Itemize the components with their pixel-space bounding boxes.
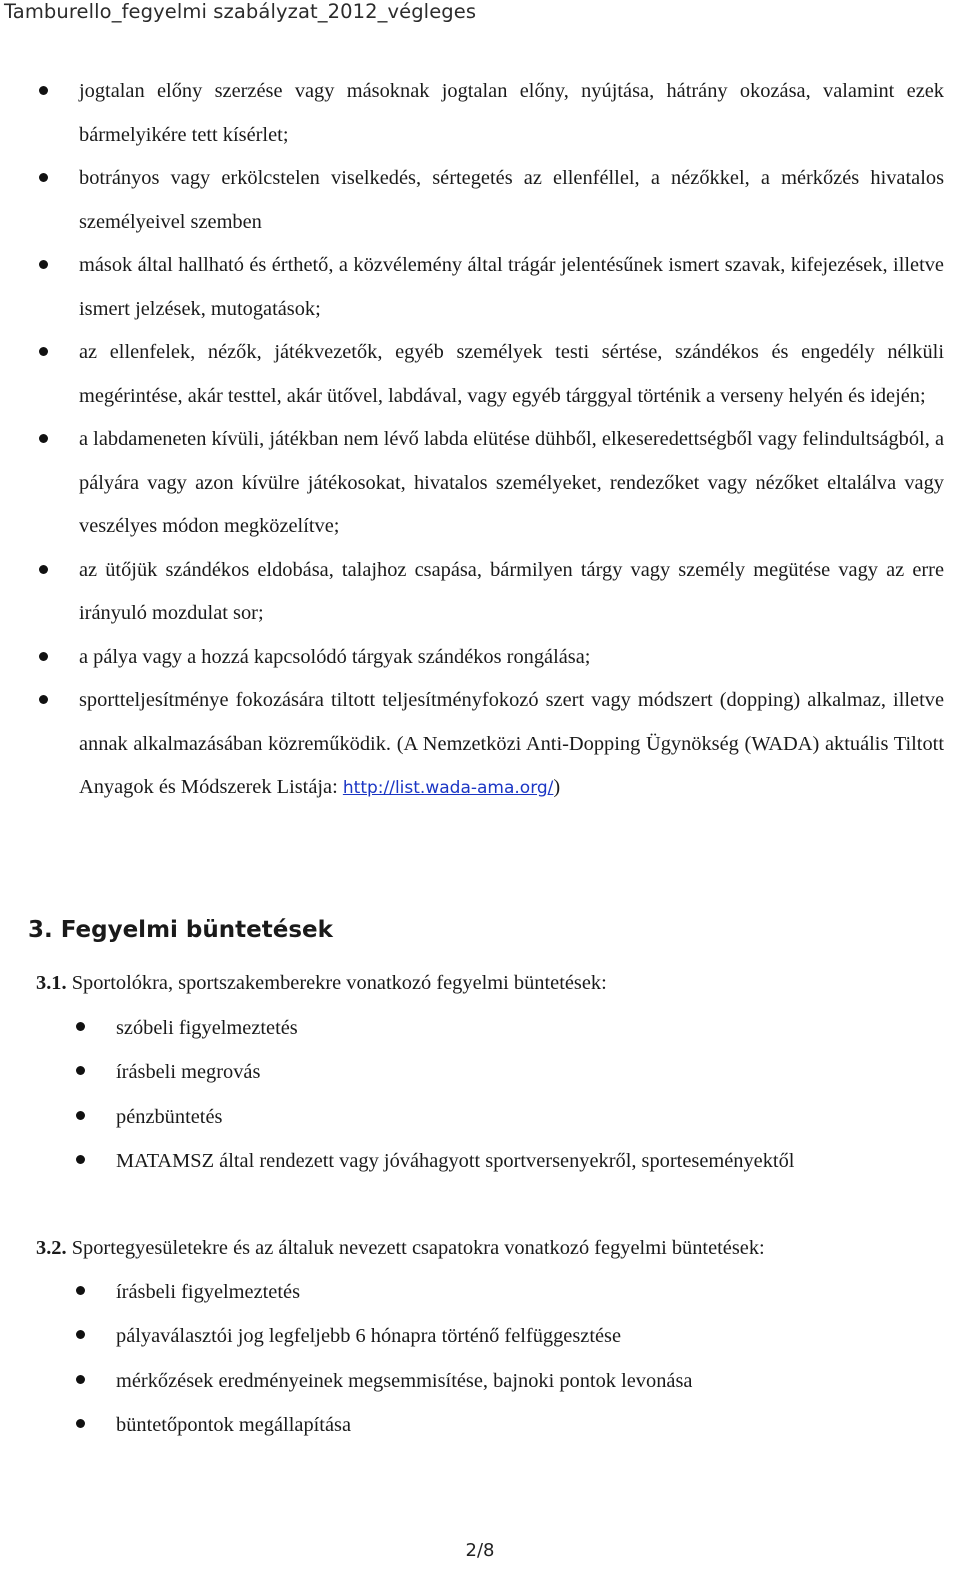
- list-item-text: írásbeli megrovás: [116, 1061, 261, 1084]
- list-item: [0, 244, 960, 331]
- bullet-icon: [39, 434, 48, 443]
- subsection-text: Sportegyesületekre és az általuk nevezett csapatokra vonatkozó fegyelmi büntetések:: [66, 1237, 765, 1259]
- subsection-text: Sportolókra, sportszakemberekre vonatkozó fegyelmi büntetések:: [66, 972, 607, 994]
- page-number: 2/8: [465, 1540, 495, 1561]
- list-item-text: az ütőjük szándékos eldobása, talajhoz csapása, bármilyen tárgy vagy személy megütése vagy az erre irányuló mozdulat sor;: [79, 558, 944, 624]
- list-item-text: a pálya vagy a hozzá kapcsolódó tárgyak szándékos rongálása;: [79, 645, 591, 668]
- list-item-text: szóbeli figyelmeztetés: [116, 1017, 298, 1039]
- list-item-text: mérkőzések eredményeinek megsemmisítése, bajnoki pontok levonása: [116, 1369, 693, 1392]
- bullet-icon: [76, 1286, 85, 1295]
- bullet-icon: [39, 347, 48, 356]
- list-item-text: sportteljesítménye fokozására tiltott teljesítményfokozó szert vagy módszert (dopping) alkalmaz, illetve annak alkalmazásában közreműködik. (A Nemzetközi Anti-Dopping Ügynökség (WADA) aktuális Tiltott Anyagok és Módszerek Listája:: [79, 689, 944, 798]
- list-item-doping: [0, 679, 960, 811]
- section-title: 3. Fegyelmi büntetések: [28, 917, 333, 943]
- list-item: [0, 1006, 960, 1050]
- bullet-icon: [39, 652, 48, 661]
- list-item-text: botrányos vagy erkölcstelen viselkedés, sértegetés az ellenféllel, a nézőkkel, a mérkőzés hivatalos személyeivel szemben: [79, 167, 944, 233]
- subsection-3-1: [36, 968, 607, 998]
- club-penalties-list: [0, 1270, 960, 1447]
- list-item: [0, 549, 960, 636]
- subsection-number: 3.1.: [36, 972, 67, 994]
- list-item: [0, 636, 960, 680]
- list-item-text: pályaválasztói jog legfeljebb 6 hónapra történő felfüggesztése: [116, 1325, 622, 1348]
- bullet-icon: [76, 1330, 85, 1339]
- list-item-text: az ellenfelek, nézők, játékvezetők, egyéb személyek testi sértése, szándékos és engedély nélküli megérintése, akár testtel, akár ütővel, labdával, vagy egyéb tárggyal történik a verseny helyén és idején;: [79, 341, 944, 407]
- bullet-icon: [39, 173, 48, 182]
- bullet-icon: [76, 1111, 85, 1120]
- list-item-text: büntetőpontok megállapítása: [116, 1413, 352, 1436]
- subsection-3-2: [36, 1233, 765, 1263]
- bullet-icon: [39, 695, 48, 704]
- list-item-text: MATAMSZ által rendezett vagy jóváhagyott sportversenyekről, sporteseményektől: [116, 1149, 795, 1172]
- list-item-text: a labdameneten kívüli, játékban nem lévő labda elütése dühből, elkeseredettségből vagy felindultságból, a pályára vagy azon kívülre játékosokat, hivatalos személyeket, rendezőket vagy nézőket eltalálva vagy veszélyes módon megközelítve;: [79, 428, 944, 537]
- list-item-suffix: ): [553, 776, 561, 798]
- list-item: [0, 1139, 960, 1183]
- list-item-text: jogtalan előny szerzése vagy másoknak jogtalan előny, nyújtása, hátrány okozása, valamint ezek bármelyikére tett kísérlet;: [79, 80, 944, 146]
- list-item: [0, 331, 960, 418]
- subsection-number: 3.2.: [36, 1237, 67, 1259]
- bullet-icon: [39, 260, 48, 269]
- list-item: [0, 157, 960, 244]
- bullet-icon: [76, 1155, 85, 1164]
- athlete-penalties-list: [0, 1006, 960, 1183]
- list-item: [0, 70, 960, 157]
- list-item-text: írásbeli figyelmeztetés: [116, 1281, 301, 1303]
- list-item: [0, 1403, 960, 1447]
- bullet-icon: [76, 1022, 85, 1031]
- list-item-text: mások által hallható és érthető, a közvélemény által trágár jelentésűnek ismert szavak, kifejezések, illetve ismert jelzések, mutogatások;: [79, 254, 944, 320]
- list-item: [0, 1314, 960, 1358]
- list-item: [0, 418, 960, 549]
- bullet-icon: [39, 565, 48, 574]
- list-item-text: pénzbüntetés: [116, 1105, 223, 1128]
- wada-list-link[interactable]: http://list.wada-ama.org/: [342, 778, 554, 798]
- list-item: [0, 1095, 960, 1139]
- list-item: [0, 1270, 960, 1314]
- document-header: Tamburello_fegyelmi szabályzat_2012_végleges: [4, 0, 477, 23]
- bullet-icon: [76, 1419, 85, 1428]
- bullet-icon: [76, 1066, 85, 1075]
- violations-list: [0, 70, 960, 811]
- list-item: [0, 1359, 960, 1403]
- bullet-icon: [39, 86, 48, 95]
- list-item: [0, 1050, 960, 1094]
- bullet-icon: [76, 1375, 85, 1384]
